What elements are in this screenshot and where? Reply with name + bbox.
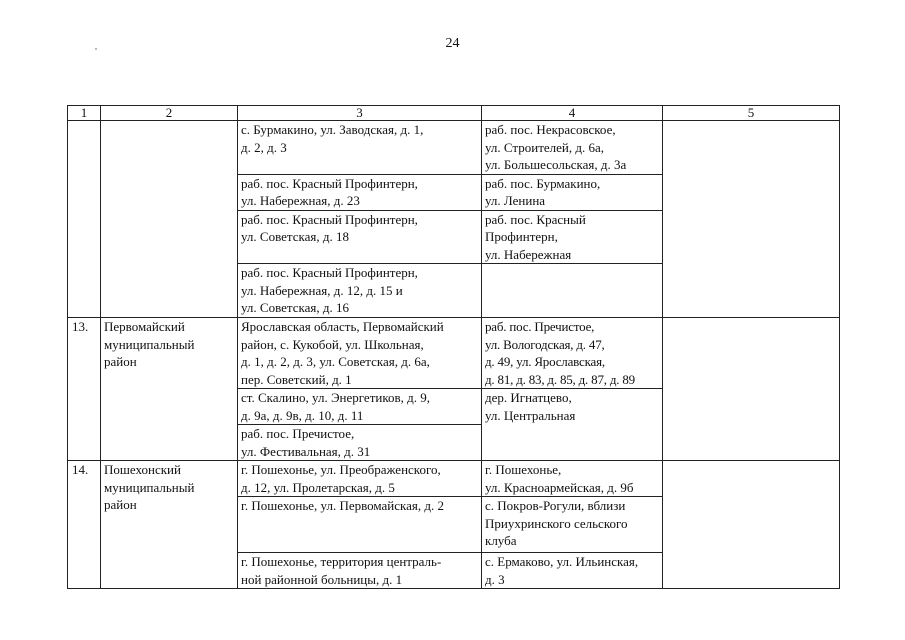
address-text: раб. пос. Красный Профинтерн, ул. Набережная, д. 23 xyxy=(241,175,418,208)
empty-col5-cell xyxy=(663,318,840,461)
address-text: раб. пос. Красный Профинтерн, ул. Набережная, д. 12, д. 15 и ул. Советская, д. 16 xyxy=(241,265,418,315)
address-text: с. Ермаково, ул. Ильинская, д. 3 xyxy=(485,554,639,587)
column-number: 4 xyxy=(482,106,663,121)
address-text: с. Покров-Рогули, вблизи Приухринского сельского клуба xyxy=(485,498,628,548)
address-text: с. Бурмакино, ул. Заводская, д. 1, д. 2, д. 3 xyxy=(241,122,424,155)
address-cell xyxy=(238,121,482,175)
locations-table xyxy=(67,105,840,589)
address-cell xyxy=(238,497,482,553)
address-cell xyxy=(238,461,482,497)
address-text: г. Пошехонье, ул. Преображенского, д. 12, ул. Пролетарская, д. 5 xyxy=(241,462,441,495)
column-number: 2 xyxy=(101,106,238,121)
address-text: г. Пошехонье, ул. Первомайская, д. 2 xyxy=(241,498,445,513)
address-text: г. Пошехонье, ул. Красноармейская, д. 9б xyxy=(485,462,634,495)
page-number: 24 xyxy=(445,36,460,51)
address-cell xyxy=(238,210,482,264)
address-text: раб. пос. Пречистое, ул. Вологодская, д. 47, д. 49, ул. Ярославская, д. 81, д. 83, д. 85, д. 87, д. 89 xyxy=(485,319,635,387)
address-cell xyxy=(238,553,482,589)
column-numbers-row xyxy=(68,106,840,121)
address-text: ст. Скалино, ул. Энергетиков, д. 9, д. 9а, д. 9в, д. 10, д. 11 xyxy=(241,390,431,423)
address-text: раб. пос. Бурмакино, ул. Ленина xyxy=(485,175,601,208)
table-row xyxy=(68,318,840,389)
address-cell xyxy=(482,389,663,461)
address-text: дер. Игнатцево, ул. Центральная xyxy=(485,390,576,423)
address-cell xyxy=(482,461,663,497)
empty-col5-cell xyxy=(663,121,840,318)
scan-speck xyxy=(95,48,97,50)
address-text: раб. пос. Некрасовское, ул. Строителей, д. 6а, ул. Большесольская, д. 3а xyxy=(485,122,627,172)
address-cell xyxy=(482,553,663,589)
table-row xyxy=(68,121,840,175)
address-cell xyxy=(238,174,482,210)
address-text: раб. пос. Красный Профинтерн, ул. Набережная xyxy=(485,211,586,262)
address-cell xyxy=(482,121,663,175)
address-cell xyxy=(482,497,663,553)
column-number: 3 xyxy=(238,106,482,121)
address-cell xyxy=(482,318,663,389)
row-number: 14. xyxy=(68,461,101,589)
row-number: 13. xyxy=(68,318,101,461)
empty-address-cell xyxy=(482,264,663,318)
address-text: раб. пос. Пречистое, ул. Фестивальная, д. 31 xyxy=(241,426,371,459)
column-number: 1 xyxy=(68,106,101,121)
address-cell xyxy=(238,425,482,461)
address-cell xyxy=(238,264,482,318)
district-cell xyxy=(101,318,238,461)
address-cell xyxy=(482,174,663,210)
address-cell xyxy=(482,210,663,264)
address-text: Ярославская область, Первомайский район, с. Кукобой, ул. Школьная, д. 1, д. 2, д. 3, ул. Советская, д. 6а, пер. Советский, д. 1 xyxy=(241,319,444,387)
table-row xyxy=(68,461,840,497)
district-name: Первомайский муниципальный район xyxy=(104,319,195,369)
column-number: 5 xyxy=(663,106,840,121)
address-text: раб. пос. Красный Профинтерн, ул. Советская, д. 18 xyxy=(241,211,418,244)
address-cell xyxy=(238,318,482,389)
address-cell xyxy=(238,389,482,425)
empty-number-cell xyxy=(68,121,101,318)
district-cell xyxy=(101,461,238,589)
address-text: г. Пошехонье, территория централь- ной районной больницы, д. 1 xyxy=(241,554,442,587)
empty-district-cell xyxy=(101,121,238,318)
district-name: Пошехонский муниципальный район xyxy=(104,462,195,512)
empty-col5-cell xyxy=(663,461,840,589)
